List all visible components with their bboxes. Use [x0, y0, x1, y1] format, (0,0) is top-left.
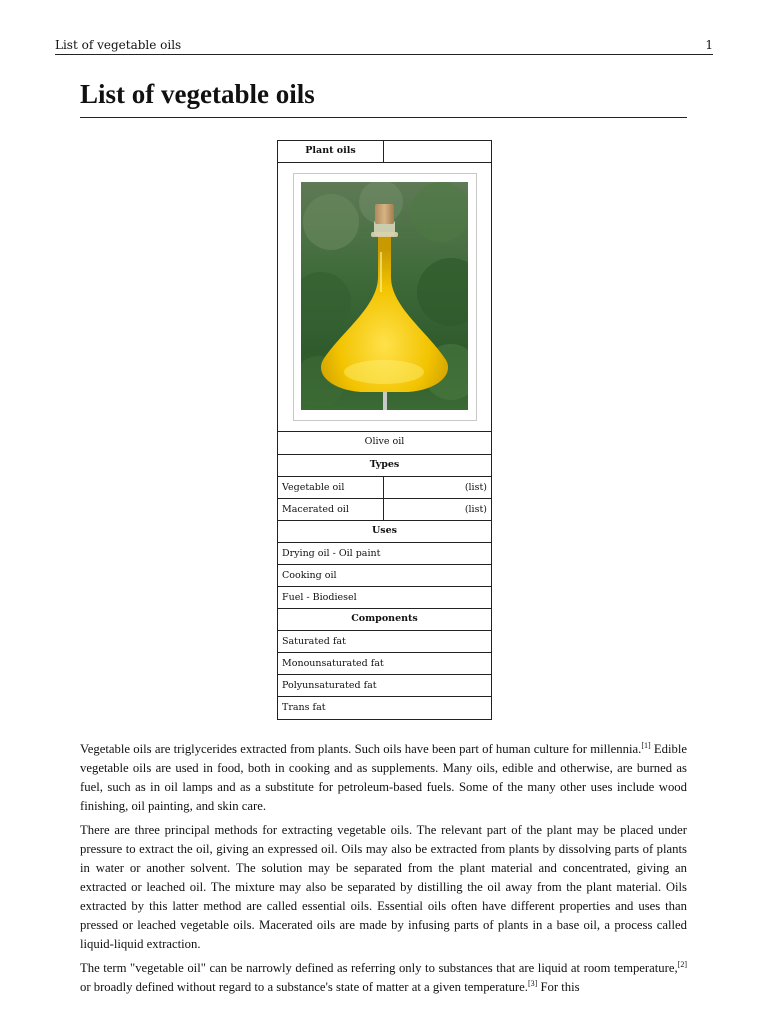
p3-text-c: For this: [537, 980, 580, 994]
paragraph-3: [80, 959, 687, 997]
page-title: List of vegetable oils: [80, 76, 687, 118]
p3-text-b: or broadly defined without regard to a substance's state of matter at a given temperature.: [80, 980, 528, 994]
reference-2[interactable]: [2]: [677, 960, 687, 969]
olive-oil-bottle-photo: [301, 182, 468, 410]
section-heading-components: Components: [278, 609, 491, 631]
image-frame: [293, 173, 477, 421]
p1-text-b: Edible vegetable oils are used in food, both in cooking and as supplements. Many oils, edible and otherwise, are burned as fuel, such as in oil lamps and as a substitute for petroleum-based fuels. Some of the many other uses include wood finishing, oil painting, and skin care.: [80, 742, 688, 813]
component-item[interactable]: Trans fat: [282, 702, 326, 713]
running-title: List of vegetable oils: [55, 38, 182, 52]
component-item[interactable]: Monounsaturated fat: [278, 653, 491, 675]
p1-text-a: Vegetable oils are triglycerides extracted from plants. Such oils have been part of human culture for millennia.: [80, 742, 642, 756]
type-row: [278, 499, 491, 521]
type-row: [278, 477, 491, 499]
type-name[interactable]: Vegetable oil: [278, 477, 384, 498]
paragraph-1: [80, 740, 687, 816]
section-heading-types: Types: [278, 455, 491, 477]
image-caption: Olive oil: [278, 432, 491, 455]
page-number: 1: [705, 38, 713, 52]
infobox-header: [278, 141, 491, 163]
p3-text-a: The term "vegetable oil" can be narrowly defined as referring only to substances that are liquid at room temperature,: [80, 961, 678, 975]
article-body: [80, 740, 687, 1002]
infobox-header-blank: [384, 141, 491, 162]
use-item[interactable]: Cooking oil: [278, 565, 491, 587]
use-item[interactable]: Fuel - Biodiesel: [278, 587, 491, 609]
infobox: [277, 140, 492, 720]
section-heading-uses: Uses: [278, 521, 491, 543]
type-name[interactable]: Macerated oil: [278, 499, 384, 520]
paragraph-2: There are three principal methods for extracting vegetable oils. The relevant part of the plant may be placed under pressure to extract the oil, giving an expressed oil. Oils may also be extracted from plants by dissolving parts of plants in water or another solvent. The solution may be separated from the plant material and concentrated, giving an extracted or leached oil. The mixture may also be separated by distilling the oil away from the plant material. Oils extracted by this latter method are called essential oils. Essential oils often have different properties and uses than pressed or leached vegetable oils. Macerated oils are made by infusing parts of plants in a base oil, a process called liquid-liquid extraction.: [80, 823, 687, 951]
use-item[interactable]: Drying oil - Oil paint: [278, 543, 491, 565]
reference-1[interactable]: [1]: [641, 741, 651, 750]
page-header: [55, 37, 713, 55]
component-item[interactable]: Polyunsaturated fat: [278, 675, 491, 697]
infobox-image-cell: [278, 163, 491, 432]
reference-3[interactable]: [3]: [527, 979, 538, 988]
component-item[interactable]: Saturated fat: [278, 631, 491, 653]
type-list-link[interactable]: (list): [464, 504, 487, 515]
type-list-link[interactable]: (list): [464, 482, 487, 493]
infobox-heading: Plant oils: [278, 141, 384, 162]
